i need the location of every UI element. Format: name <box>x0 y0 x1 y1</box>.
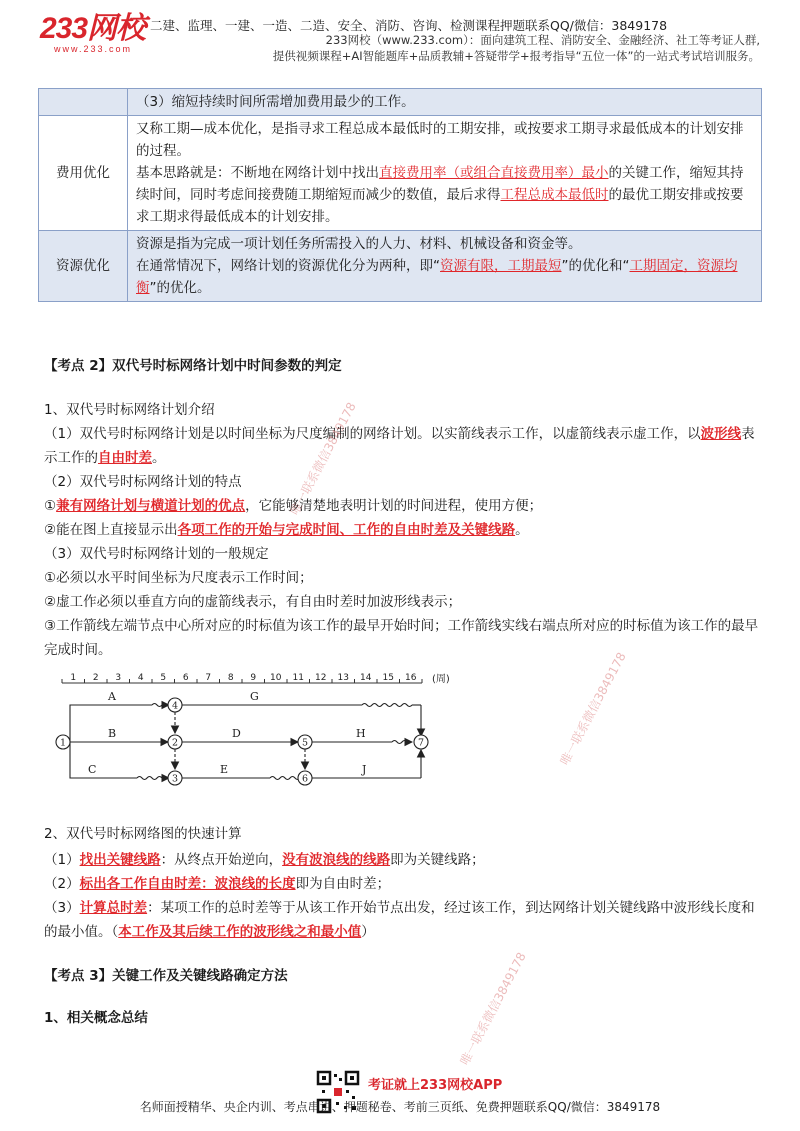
paragraph: （2）双代号时标网络计划的特点 <box>44 474 242 490</box>
wave-a <box>152 704 167 707</box>
axis-tick-label: 10 <box>270 673 282 683</box>
resource-types: 在通常情况下，网络计划的资源优化分为两种，即“资源有限，工期最短”的优化和“工期固定，资源均衡”的优化。 <box>136 258 738 296</box>
activity-label-j: J <box>362 763 367 776</box>
highlight-text: 资源有限，工期最短 <box>440 258 562 274</box>
highlight-text: 工期固定，资源均衡 <box>136 258 738 296</box>
axis-tick-label: 5 <box>160 673 167 683</box>
subsection-title: 1、双代号时标网络计划介绍 <box>44 402 215 418</box>
page-header <box>0 0 800 80</box>
highlight-text: 自由时差 <box>98 450 152 466</box>
paragraph: ①必须以水平时间坐标为尺度表示工作时间； <box>44 570 313 586</box>
activity-label-b: B <box>108 727 117 740</box>
activity-label-h: H <box>356 727 366 740</box>
header-service-line: 提供视频课程+AI智能题库+品质教辅+答疑带学+报考指导“五位一体”的一站式考试培训服务。 <box>272 49 760 63</box>
node-label-7: 7 <box>417 737 425 749</box>
axis-tick-label: 9 <box>250 673 257 683</box>
paragraph: （1）找出关键线路：从终点开始逆向，没有波浪线的线路即为关键线路； <box>44 852 485 868</box>
activity-label-d: D <box>232 727 241 740</box>
axis-tick-label: 12 <box>315 673 327 683</box>
axis-unit: (周) <box>432 674 450 685</box>
paragraph: （1）双代号时标网络计划是以时间坐标为尺度编制的网络计划。以实箭线表示工作，以虚箭线表示虚工作，以波形线表示工作的自由时差。 <box>44 426 755 466</box>
paragraph: ②虚工作必须以垂直方向的虚箭线表示，有自由时差时加波形线表示； <box>44 594 462 610</box>
axis-tick-label: 3 <box>115 673 122 683</box>
axis-tick-label: 1 <box>70 673 77 683</box>
axis-tick-label: 8 <box>227 673 234 683</box>
wave-e <box>270 777 300 780</box>
activity-label-c: C <box>88 763 97 776</box>
highlight-text: 直接费用率（或组合直接费用率）最小 <box>379 165 609 181</box>
cost-definition: 又称工期—成本优化，是指寻求工程总成本最低时的工期安排，或按要求工期寻求最低成本的计划安排的过程。 <box>136 121 744 159</box>
brand-logo[interactable] <box>40 14 160 54</box>
row-text: （3）缩短持续时间所需增加费用最少的工作。 <box>136 94 415 110</box>
node-label-3: 3 <box>171 773 179 785</box>
node-label-1: 1 <box>59 737 67 749</box>
section-heading: 【考点 2】双代号时标网络计划中时间参数的判定 <box>44 358 342 374</box>
page-footer <box>0 1060 800 1131</box>
highlight-text: 找出关键线路 <box>79 852 161 868</box>
table-cell <box>128 89 762 116</box>
paragraph: （2）标出各工作自由时差：波浪线的长度即为自由时差； <box>44 876 391 892</box>
axis-tick-label: 4 <box>137 673 144 683</box>
watermark-text: 唯一联系微信3849178 <box>287 400 359 518</box>
wave-c <box>137 777 167 780</box>
logo-url: www.233.com <box>54 44 133 54</box>
highlight-text: 各项工作的开始与完成时间、工作的自由时差及关键线路 <box>177 522 516 538</box>
table-cell <box>128 116 762 231</box>
highlight-text: 计算总时差 <box>79 900 148 916</box>
axis-tick-label: 13 <box>337 673 349 683</box>
axis-tick-label: 2 <box>92 673 99 683</box>
category-cell: 费用优化 <box>39 116 128 231</box>
watermark-text: 唯一联系微信3849178 <box>557 650 629 768</box>
axis-tick-label: 7 <box>205 673 212 683</box>
highlight-text: 波形线 <box>700 426 742 442</box>
paragraph: ③工作箭线左端节点中心所对应的时标值为该工作的最早开始时间；工作箭线实线右端点所对应的时标值为该工作的最早完成时间。 <box>44 618 759 658</box>
highlight-text: 标出各工作自由时差：波浪线的长度 <box>79 876 296 892</box>
node-label-5: 5 <box>301 737 309 749</box>
node-label-6: 6 <box>301 773 309 785</box>
table-cell-empty <box>39 89 128 116</box>
paragraph: ②能在图上直接显示出各项工作的开始与完成时间、工作的自由时差及关键线路。 <box>44 522 529 538</box>
table-row <box>39 116 762 231</box>
table-cell <box>128 231 762 302</box>
node-label-4: 4 <box>171 700 179 712</box>
footer-contact-line: 名师面授精华、央企内训、考点串讲、押题秘卷、考前三页纸、免费押题联系QQ/微信：3849178 <box>139 1100 661 1114</box>
node-label-2: 2 <box>171 737 179 749</box>
activity-line-c <box>70 746 137 778</box>
category-cell: 资源优化 <box>39 231 128 302</box>
watermark-text: 唯一联系微信3849178 <box>457 950 529 1068</box>
network-diagram <box>44 670 484 800</box>
table-row <box>39 231 762 302</box>
table-row <box>39 89 762 116</box>
optimization-table <box>38 88 762 302</box>
app-slogan: 考证就上233网校APP <box>368 1078 503 1093</box>
axis-tick-label: 15 <box>382 673 394 683</box>
highlight-text: 兼有网络计划与横道计划的优点 <box>56 498 246 514</box>
section-heading: 【考点 3】关键工作及关键线路确定方法 <box>44 968 288 984</box>
logo-text: 233网校 <box>40 12 146 45</box>
header-contact-line: 二建、监理、一建、一造、二造、安全、消防、咨询、检测课程押题联系QQ/微信：3849178 <box>150 18 668 33</box>
cost-approach: 基本思路就是：不断地在网络计划中找出直接费用率（或组合直接费用率）最小的关键工作，缩短其持续时间，同时考虑间接费随工期缩短而减少的数值，最后求得工程总成本最低时的最优工期安排或按要求工期求得最低成本的计划安排。 <box>136 165 744 225</box>
subsection-title: 2、双代号时标网络图的快速计算 <box>44 826 242 842</box>
activity-label-g: G <box>250 690 259 703</box>
wave-g <box>362 704 412 707</box>
paragraph: （3）双代号时标网络计划的一般规定 <box>44 546 269 562</box>
highlight-text: 本工作及其后续工作的波形线之和最小值 <box>118 924 362 940</box>
highlight-text: 工程总成本最低时 <box>500 187 609 203</box>
paragraph: （3）计算总时差：某项工作的总时差等于从该工作开始节点出发，经过该工作，到达网络计划关键线路中波形线长度和的最小值。（本工作及其后续工作的波形线之和最小值） <box>44 900 755 940</box>
axis-tick-label: 11 <box>292 673 304 683</box>
activity-label-e: E <box>220 763 229 776</box>
axis-tick-label: 16 <box>405 673 417 683</box>
axis-tick-label: 6 <box>182 673 189 683</box>
activity-label-a: A <box>108 690 116 703</box>
axis-tick-labels <box>70 673 416 683</box>
axis-tick-label: 14 <box>360 673 372 683</box>
paragraph: ①兼有网络计划与横道计划的优点，它能够清楚地表明计划的时间进程，使用方便； <box>44 498 543 514</box>
header-intro-line: 233网校（www.233.com）：面向建筑工程、消防安全、金融经济、社工等考证人群, <box>325 33 760 47</box>
highlight-text: 没有波浪线的线路 <box>282 852 391 868</box>
resource-definition: 资源是指为完成一项计划任务所需投入的人力、材料、机械设备和资金等。 <box>136 236 582 252</box>
wave-h <box>392 741 407 744</box>
subsection-title: 1、相关概念总结 <box>44 1010 148 1026</box>
